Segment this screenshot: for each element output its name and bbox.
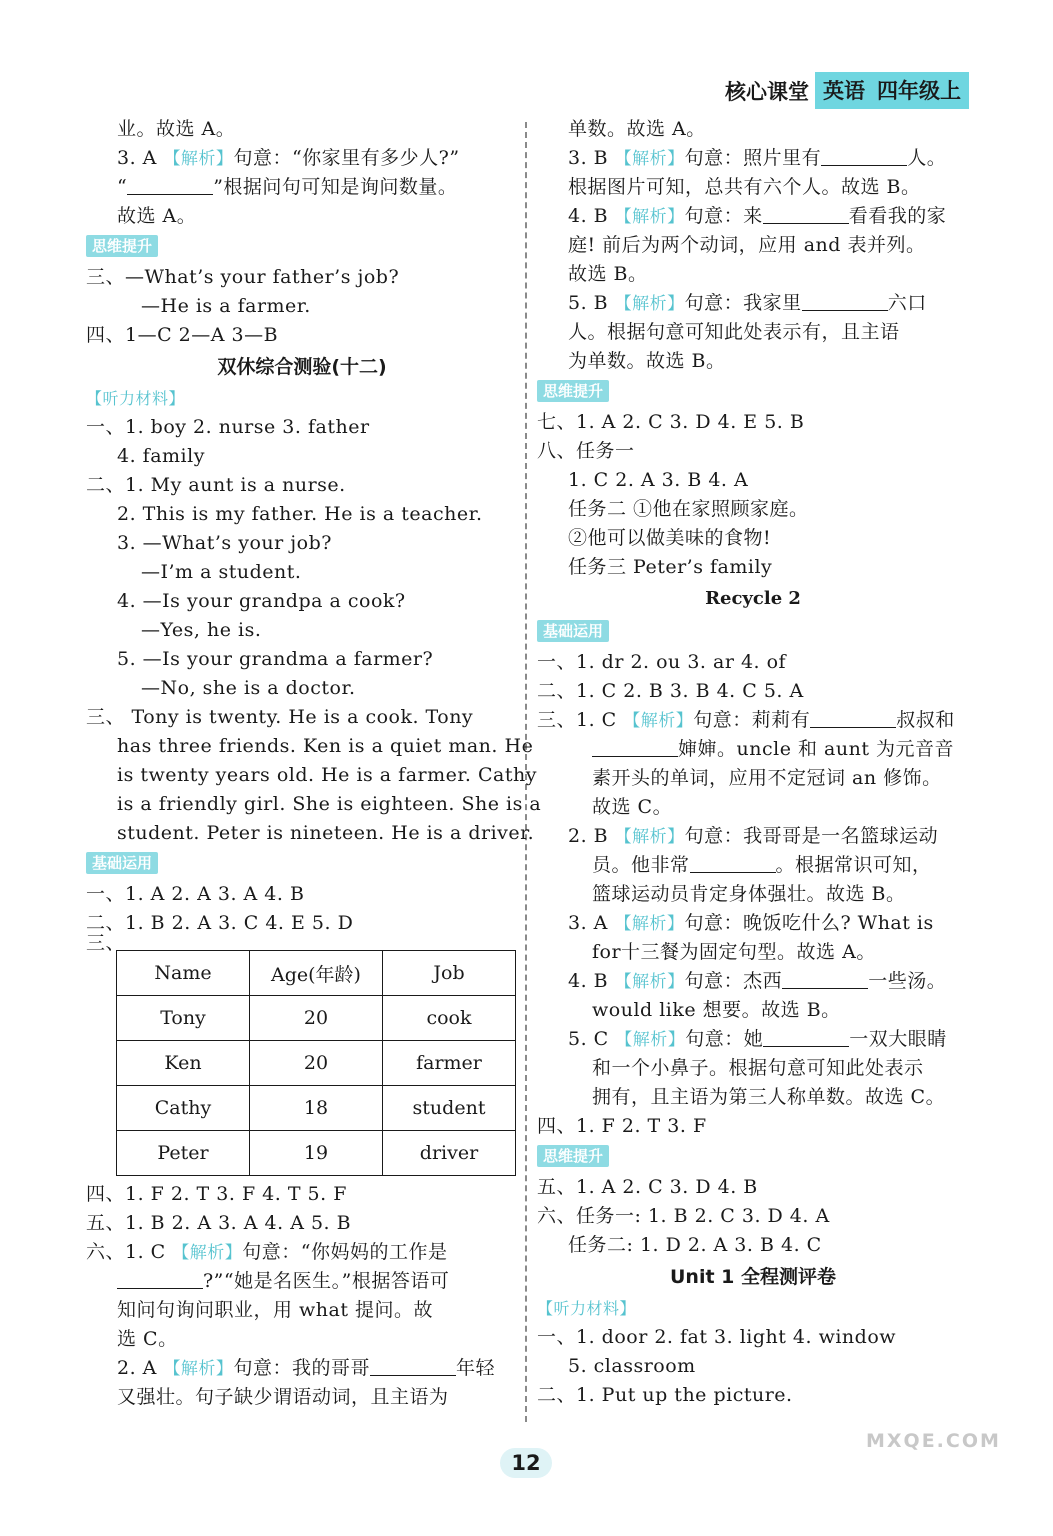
answer-blank (117, 1270, 203, 1289)
answer-line: 4. B 【解析】句意：来 看看我的家 (568, 205, 947, 227)
answer-line: 3. A 【解析】句意：晚饭吃什么? What is (568, 912, 934, 934)
answer-line: for十三餐为固定句型。故选 A。 (592, 941, 876, 963)
answer-line: 3. B 【解析】句意：照片里有 人。 (568, 147, 947, 169)
table-cell: Peter (117, 1131, 250, 1176)
answer-line: 三、 (86, 932, 126, 954)
page-number: 12 (500, 1448, 552, 1478)
answer-line: 一、1. A 2. A 3. A 4. B (86, 883, 305, 905)
answer-line: 拥有，且主语为第三人称单数。故选 C。 (592, 1086, 946, 1108)
answer-line: 篮球运动员肯定身体强壮。故选 B。 (592, 883, 906, 905)
answer-line: 员。他非常 。根据常识可知， (592, 854, 932, 876)
answer-line: 为单数。故选 B。 (568, 350, 726, 372)
answer-line: 素开头的单词，应用不定冠词 an 修饰。 (592, 767, 942, 789)
thinking-badge: 思维提升 (537, 1145, 609, 1167)
answer-line: 六、任务一: 1. B 2. C 3. D 4. A (537, 1205, 830, 1227)
answer-line: 5. classroom (568, 1355, 696, 1377)
table-row (117, 1086, 516, 1131)
answer-line: ?”“她是名医生。”根据答语可 (86, 1267, 518, 1296)
series-title: 核心课堂 (725, 79, 809, 104)
right-column (537, 115, 969, 1410)
answer-line: —He is a farmer. (141, 295, 311, 317)
passage-line: student. Peter is nineteen. He is a driver. (117, 822, 535, 844)
subject-label: 英语 (815, 72, 873, 109)
answer-line: —No, she is a doctor. (141, 677, 356, 699)
listening-tag: 【听力材料】 (86, 389, 186, 408)
section-title: Unit 1 全程测评卷 (670, 1266, 836, 1288)
answer-line: 3. —What’s your job? (117, 532, 332, 554)
answer-line: 婶婶。uncle 和 aunt 为元音音 (537, 735, 969, 764)
answer-line: 四、1. F 2. T 3. F (537, 1115, 707, 1137)
answer-line: would like 想要。故选 B。 (592, 999, 841, 1021)
passage-line: 三、 Tony is twenty. He is a cook. Tony (86, 706, 474, 728)
analysis-tag: 【解析】 (614, 914, 685, 934)
answer-line: 故选 C。 (592, 796, 673, 818)
answer-line: —I’m a student. (141, 561, 302, 583)
info-table (116, 950, 516, 1176)
left-column (86, 115, 542, 1412)
answer-line: 又强壮。句子缺少谓语动词，且主语为 (117, 1386, 449, 1408)
analysis-tag: 【解析】 (623, 711, 694, 731)
table-header-cell: Name (117, 951, 250, 996)
answer-line: 任务三 Peter’s family (568, 556, 773, 578)
answer-blank (763, 205, 849, 224)
answer-blank (802, 292, 888, 311)
answer-line: —Yes, he is. (141, 619, 262, 641)
answer-line: 七、1. A 2. C 3. D 4. E 5. B (537, 411, 805, 433)
listening-tag: 【听力材料】 (537, 1299, 637, 1318)
answer-line: 业。故选 A。 (117, 118, 236, 140)
table-row (117, 1131, 516, 1176)
table-cell: Cathy (117, 1086, 250, 1131)
answer-line: 八、任务一 (537, 440, 635, 462)
answer-line: 1. C 2. A 3. B 4. A (568, 469, 749, 491)
table-cell: 19 (250, 1131, 383, 1176)
answer-line: 2. A 【解析】句意：我的哥哥 年轻 (117, 1357, 495, 1379)
table-cell: farmer (383, 1041, 516, 1086)
answer-line: 故选 A。 (117, 205, 197, 227)
answer-line: 5. —Is your grandma a farmer? (117, 648, 434, 670)
analysis-tag: 【解析】 (163, 149, 234, 169)
table-header-row (117, 951, 516, 996)
answer-line: 任务二: 1. D 2. A 3. B 4. C (568, 1234, 822, 1256)
answer-blank (127, 176, 213, 195)
answer-line: 4. family (117, 445, 205, 467)
table-cell: Ken (117, 1041, 250, 1086)
answer-line: 庭! 前后为两个动词，应用 and 表并列。 (568, 234, 926, 256)
answer-line: 一、1. dr 2. ou 3. ar 4. of (537, 651, 787, 673)
table-cell: Tony (117, 996, 250, 1041)
page-header (725, 72, 969, 109)
answer-blank (763, 1028, 849, 1047)
answer-line: 六、1. C 【解析】句意：“你妈妈的工作是 (86, 1241, 448, 1263)
table-cell: student (383, 1086, 516, 1131)
analysis-tag: 【解析】 (172, 1243, 243, 1263)
thinking-badge: 思维提升 (86, 235, 158, 257)
table-cell: cook (383, 996, 516, 1041)
analysis-tag: 【解析】 (614, 149, 685, 169)
answer-line: 5. B 【解析】句意：我家里 六口 (568, 292, 927, 314)
table-row (117, 996, 516, 1041)
table-header-cell: Age(年龄) (250, 951, 383, 996)
answer-blank (810, 709, 896, 728)
table-row (117, 1041, 516, 1086)
answer-line: 2. This is my father. He is a teacher. (117, 503, 483, 525)
answer-line: 故选 B。 (568, 263, 648, 285)
section-title: Recycle 2 (705, 588, 801, 609)
analysis-tag: 【解析】 (614, 827, 685, 847)
answer-line: 五、1. A 2. C 3. D 4. B (537, 1176, 758, 1198)
analysis-tag: 【解析】 (614, 972, 685, 992)
answer-line: 二、1. Put up the picture. (537, 1384, 793, 1406)
table-cell: 18 (250, 1086, 383, 1131)
answer-line: 二、1. C 2. B 3. B 4. C 5. A (537, 680, 804, 702)
answer-line: 4. —Is your grandpa a cook? (117, 590, 406, 612)
basic-badge: 基础运用 (537, 620, 609, 642)
table-header-cell: Job (383, 951, 516, 996)
answer-line: 4. B 【解析】句意：杰西 一些汤。 (568, 970, 947, 992)
answer-blank (592, 738, 678, 757)
grade-label: 四年级上 (873, 72, 969, 109)
watermark: MXQE.COM (866, 1430, 1001, 1452)
section-title: 双休综合测验(十二) (217, 356, 387, 378)
table-cell: driver (383, 1131, 516, 1176)
answer-blank (821, 147, 907, 166)
answer-line: 根据图片可知，总共有六个人。故选 B。 (568, 176, 921, 198)
answer-line: 二、1. B 2. A 3. C 4. E 5. D (86, 912, 354, 934)
answer-line: 3. A 【解析】句意：“你家里有多少人?” (117, 147, 460, 169)
answer-line: 和一个小鼻子。根据句意可知此处表示 (592, 1057, 924, 1079)
answer-line: 5. C 【解析】句意：她 一双大眼睛 (568, 1028, 947, 1050)
answer-line: 四、1—C 2—A 3—B (86, 324, 279, 346)
answer-line: 任务二 ①他在家照顾家庭。 (568, 498, 809, 520)
answer-line: 二、1. My aunt is a nurse. (86, 474, 346, 496)
answer-line: 2. B 【解析】句意：我哥哥是一名篮球运动 (568, 825, 939, 847)
passage-line: has three friends. Ken is a quiet man. He (117, 735, 534, 757)
answer-line: “ ”根据问句可知是询问数量。 (117, 176, 458, 198)
answer-line: 一、1. door 2. fat 3. light 4. window (537, 1326, 897, 1348)
answer-line: 三、1. C 【解析】句意：莉莉有 叔叔和 (537, 709, 955, 731)
passage-line: is twenty years old. He is a farmer. Cathy (117, 764, 537, 786)
answer-blank (370, 1357, 456, 1376)
analysis-tag: 【解析】 (615, 1030, 686, 1050)
answer-blank (690, 854, 776, 873)
answer-line: 人。根据句意可知此处表示有，且主语 (568, 321, 900, 343)
table-cell: 20 (250, 996, 383, 1041)
answer-blank (782, 970, 868, 989)
basic-badge: 基础运用 (86, 852, 158, 874)
answer-line: 五、1. B 2. A 3. A 4. A 5. B (86, 1212, 352, 1234)
answer-line: 单数。故选 A。 (568, 118, 706, 140)
answer-line: ②他可以做美味的食物! (568, 527, 772, 549)
answer-line: 选 C。 (117, 1328, 178, 1350)
answer-line: 三、—What’s your father’s job? (86, 266, 400, 288)
table-cell: 20 (250, 1041, 383, 1086)
answer-line: 知问句询问职业，用 what 提问。故 (117, 1299, 434, 1321)
answer-line: 一、1. boy 2. nurse 3. father (86, 416, 370, 438)
answer-line: 四、1. F 2. T 3. F 4. T 5. F (86, 1183, 347, 1205)
passage-line: is a friendly girl. She is eighteen. She is a (117, 793, 542, 815)
analysis-tag: 【解析】 (614, 207, 685, 227)
analysis-tag: 【解析】 (614, 294, 685, 314)
analysis-tag: 【解析】 (163, 1359, 234, 1379)
thinking-badge: 思维提升 (537, 380, 609, 402)
